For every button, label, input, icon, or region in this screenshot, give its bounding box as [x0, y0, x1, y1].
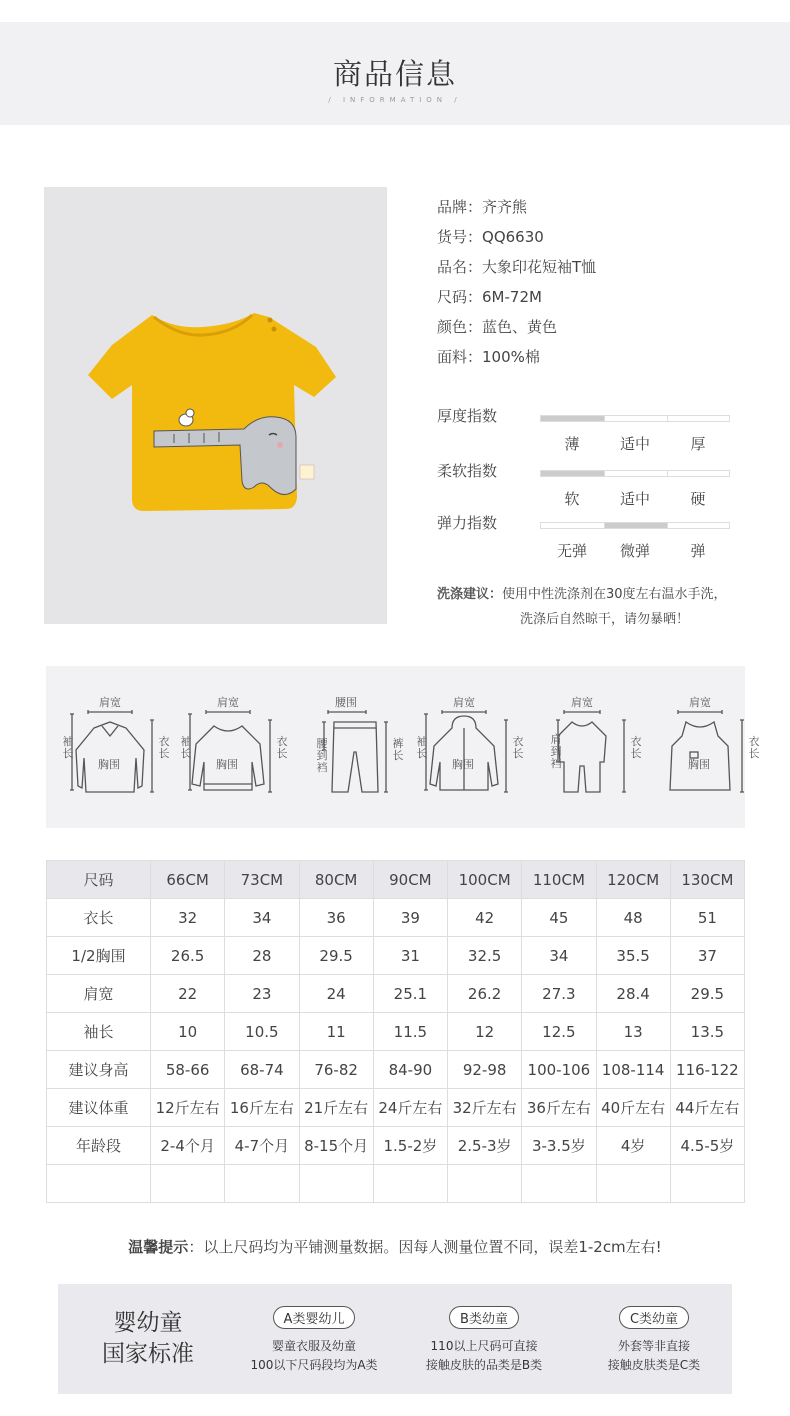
product-info-list [437, 197, 596, 377]
meter-option: 弹 [690, 542, 706, 560]
table-row: 建议体重 12斤左右 16斤左右 21斤左右 24斤左右 32斤左右 36斤左右 40斤左右 44斤左右 [47, 1089, 745, 1127]
class-c-info: C类幼童 外套等非直接 接触皮肤类是C类 [574, 1306, 734, 1375]
size-table [46, 860, 745, 1203]
shirt-guide: 肩宽 袖长 衣长 胸围 [52, 666, 168, 828]
national-standard-panel [58, 1284, 732, 1394]
meter-label: 柔软指数 [437, 462, 498, 480]
meter-option: 软 [564, 490, 580, 508]
meter-bar [540, 522, 730, 529]
class-b-badge: B类幼童 [449, 1306, 519, 1329]
meter-option: 适中 [619, 435, 650, 453]
table-row: 1/2胸围 26.5 28 29.5 31 32.5 34 35.5 37 [47, 937, 745, 975]
hoodie-guide: 肩宽 袖长 衣长 胸围 [406, 666, 522, 828]
meter-option: 微弹 [619, 542, 650, 560]
info-row-sku: 货号：QQ6630 [437, 228, 544, 246]
meter-option: 薄 [564, 435, 580, 453]
meter-label: 弹力指数 [437, 514, 498, 532]
meter-fill [541, 416, 604, 421]
meter-fill [541, 471, 604, 476]
info-row-name: 品名：大象印花短袖T恤 [437, 258, 597, 276]
meter-fill [604, 523, 667, 528]
meter-option: 适中 [619, 490, 650, 508]
table-row: 建议身高 58-66 68-74 76-82 84-90 92-98 100-106 108-114 116-122 [47, 1051, 745, 1089]
measurement-guide [46, 666, 760, 828]
table-row: 袖长 10 10.5 11 11.5 12 12.5 13 13.5 [47, 1013, 745, 1051]
info-row-brand: 品牌：齐齐熊 [437, 198, 528, 216]
page-title: 商品信息 [332, 57, 457, 91]
meter-bar [540, 470, 730, 477]
table-row: 肩宽 22 23 24 25.1 26.2 27.3 28.4 29.5 [47, 975, 745, 1013]
table-row: 年龄段 2-4个月 4-7个月 8-15个月 1.5-2岁 2.5-3岁 3-3.5岁 4岁 4.5-5岁 [47, 1127, 745, 1165]
page-subtitle: / INFORMATION / [328, 96, 462, 104]
table-row: 衣长 32 34 36 39 42 45 48 51 [47, 899, 745, 937]
class-b-info: B类幼童 110以上尺码可直接 接触皮肤的品类是B类 [404, 1306, 564, 1375]
table-row [47, 1165, 745, 1203]
size-table-header: 尺码 66CM 73CM 80CM 90CM 100CM 110CM 120CM 130CM [47, 861, 745, 899]
info-row-size: 尺码：6M-72M [437, 288, 542, 306]
romper-guide: 肩宽 肩到裆 衣长 [524, 666, 640, 828]
sweater-guide: 肩宽 袖长 衣长 胸围 [170, 666, 286, 828]
tshirt-image [44, 187, 387, 624]
pants-guide: 腰围 腰到裆 裤长 [288, 666, 404, 828]
romper-guide-icon [524, 666, 640, 828]
wash-line-2: 洗涤后自然晾干，请勿暴晒！ [520, 612, 690, 627]
class-a-badge: A类婴幼儿 [273, 1306, 356, 1329]
class-a-info: A类婴幼儿 婴童衣服及幼童 100以下尺码段均为A类 [234, 1306, 394, 1375]
class-c-badge: C类幼童 [619, 1306, 689, 1329]
header-banner [0, 22, 790, 125]
info-row-color: 颜色：蓝色、黄色 [437, 318, 558, 336]
wash-line-1: 使用中性洗涤剂在30度左右温水手洗， [502, 587, 727, 602]
standard-title: 婴幼童 国家标准 [102, 1310, 194, 1367]
measurement-tip: 温馨提示：以上尺码均为平铺测量数据。因每人测量位置不同，误差1-2cm左右! [128, 1238, 662, 1256]
meter-label: 厚度指数 [437, 407, 498, 425]
product-photo [44, 187, 387, 624]
meter-option: 硬 [690, 490, 706, 508]
wash-instructions [437, 582, 727, 632]
info-row-fabric: 面料：100%棉 [437, 348, 540, 366]
meter-option: 厚 [690, 435, 706, 453]
vest-guide-icon [642, 666, 758, 828]
wash-label: 洗涤建议： [437, 587, 503, 602]
meter-option: 无弹 [556, 542, 587, 560]
vest-guide: 肩宽 衣长 胸围 [642, 666, 758, 828]
meter-bar [540, 415, 730, 422]
pants-guide-icon [288, 666, 404, 828]
